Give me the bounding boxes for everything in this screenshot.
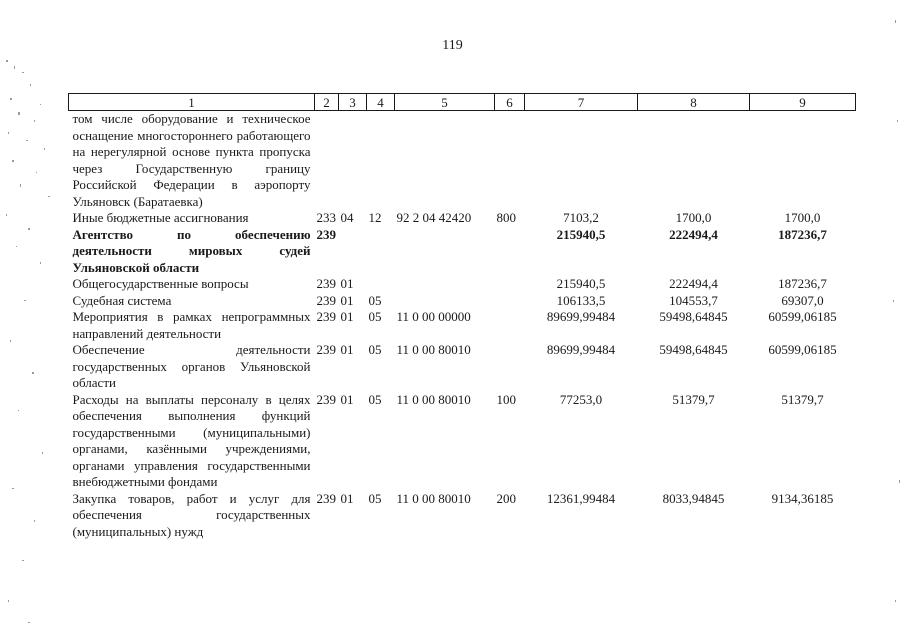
row-code-3: 01 <box>340 490 354 506</box>
row-amount-8: 222494,4 <box>669 276 718 291</box>
row-code-2: 239 <box>316 342 336 357</box>
row-amount-7: 12361,99484 <box>546 490 616 506</box>
table-body <box>69 111 856 541</box>
row-code-6: 100 <box>496 391 516 407</box>
row-code-2: 233 <box>316 210 336 225</box>
row-amount-7: 7103,2 <box>563 210 599 225</box>
row-amount-9: 1700,0 <box>784 210 821 225</box>
row-amount-9: 60599,06185 <box>768 342 837 357</box>
row-code-6 <box>495 276 525 293</box>
column-header-3: 3 <box>339 94 367 111</box>
table-row <box>69 491 856 541</box>
row-code-4: 05 <box>368 391 382 407</box>
row-code-4 <box>367 276 395 293</box>
row-code-3: 01 <box>340 276 354 291</box>
row-amount-8: 59498,64845 <box>659 309 728 324</box>
table-row <box>69 309 856 342</box>
budget-table <box>68 93 856 540</box>
row-code-4: 05 <box>368 342 382 357</box>
row-code-3: 01 <box>340 309 354 324</box>
row-amount-8: 104553,7 <box>669 292 718 308</box>
row-code-5: 11 0 00 80010 <box>396 391 471 407</box>
row-code-6 <box>495 309 525 342</box>
table-row <box>69 392 856 491</box>
row-code-3: 01 <box>340 292 354 308</box>
row-amount-7: 77253,0 <box>559 391 603 407</box>
row-name: Агентство по обеспечению деятельности мировых судей Ульяновской области <box>72 226 311 275</box>
table-row <box>69 293 856 310</box>
row-code-5: 11 0 00 80010 <box>396 490 471 506</box>
row-code-5: 11 0 00 00000 <box>396 309 471 324</box>
row-code-3 <box>339 227 367 277</box>
row-code-4: 05 <box>368 309 382 324</box>
row-code-6 <box>495 293 525 310</box>
row-amount-8: 8033,94845 <box>662 490 725 506</box>
row-amount-7 <box>525 111 638 211</box>
row-code-5: 11 0 00 80010 <box>396 342 471 357</box>
row-code-4 <box>367 111 395 211</box>
row-amount-7: 89699,99484 <box>546 309 616 324</box>
row-code-6: 800 <box>496 210 516 225</box>
row-code-2: 239 <box>316 490 336 506</box>
row-code-2: 239 <box>316 276 336 291</box>
row-code-5 <box>395 276 495 293</box>
row-amount-9: 60599,06185 <box>768 309 837 324</box>
row-code-6 <box>495 111 525 211</box>
row-amount-7: 215940,5 <box>556 226 606 242</box>
column-header-6: 6 <box>495 94 525 111</box>
table-row <box>69 342 856 392</box>
column-header-5: 5 <box>395 94 495 111</box>
row-amount-8: 1700,0 <box>675 210 712 225</box>
row-code-4: 12 <box>368 210 382 225</box>
row-name: Обеспечение деятельности государственных органов Ульяновской области <box>72 342 311 390</box>
row-amount-9: 9134,36185 <box>771 490 834 506</box>
row-code-2 <box>315 111 339 211</box>
row-code-3 <box>339 111 367 211</box>
row-name: том числе оборудование и техническое оснащение многостороннего работающего на нерегулярной основе пункта пропуска через Государственную границу Российской Федерации в аэропорту Ульяновск (Баратаевка) <box>72 111 311 209</box>
column-header-1: 1 <box>69 94 315 111</box>
row-amount-8: 222494,4 <box>669 226 718 242</box>
row-amount-8: 51379,7 <box>672 391 715 407</box>
scan-noise-left <box>0 0 62 640</box>
row-name: Судебная система <box>72 292 172 308</box>
row-code-4: 05 <box>368 292 382 308</box>
table-row <box>69 111 856 211</box>
column-header-7: 7 <box>525 94 638 111</box>
row-code-2: 239 <box>316 309 336 324</box>
row-name: Общегосударственные вопросы <box>72 276 249 291</box>
row-amount-7: 106133,5 <box>556 292 606 308</box>
row-code-6 <box>495 342 525 392</box>
row-code-3: 01 <box>340 342 354 357</box>
page-number: 119 <box>442 38 463 53</box>
row-name: Расходы на выплаты персоналу в целях обеспечения выполнения функций государственными (муниципальными) органами, казёнными учреждениями, органами управления государственными внебюджетными фондами <box>72 391 311 489</box>
row-amount-8: 59498,64845 <box>659 342 728 357</box>
row-code-2: 239 <box>316 391 336 407</box>
row-amount-9: 51379,7 <box>781 391 824 407</box>
scan-noise-right <box>885 0 905 640</box>
column-header-9: 9 <box>750 94 856 111</box>
row-code-5: 92 2 04 42420 <box>396 210 472 225</box>
row-amount-9: 69307,0 <box>781 292 824 308</box>
row-amount-9: 187236,7 <box>778 276 827 291</box>
row-code-2: 239 <box>316 226 336 242</box>
row-code-6 <box>495 227 525 277</box>
table-header <box>69 94 856 111</box>
row-code-3: 01 <box>340 391 354 407</box>
row-code-6: 200 <box>496 490 516 506</box>
row-name: Иные бюджетные ассигнования <box>72 210 249 225</box>
row-amount-7: 89699,99484 <box>546 342 616 357</box>
column-header-4: 4 <box>367 94 395 111</box>
row-code-4 <box>367 227 395 277</box>
row-code-4: 05 <box>368 490 382 506</box>
column-header-2: 2 <box>315 94 339 111</box>
table-row <box>69 227 856 277</box>
row-code-5 <box>395 111 495 211</box>
row-name: Мероприятия в рамках непрограммных направлений деятельности <box>72 309 311 341</box>
row-amount-8 <box>638 111 750 211</box>
row-amount-9 <box>750 111 856 211</box>
row-amount-7: 215940,5 <box>556 276 606 291</box>
table-row <box>69 276 856 293</box>
table-row <box>69 210 856 227</box>
row-name: Закупка товаров, работ и услуг для обеспечения государственных (муниципальных) нужд <box>72 490 311 539</box>
row-code-2: 239 <box>316 292 336 308</box>
row-amount-9: 187236,7 <box>778 226 827 242</box>
column-header-8: 8 <box>638 94 750 111</box>
row-code-3: 04 <box>340 210 354 225</box>
row-code-5 <box>395 227 495 277</box>
header-row <box>69 94 856 111</box>
row-code-5 <box>395 293 495 310</box>
